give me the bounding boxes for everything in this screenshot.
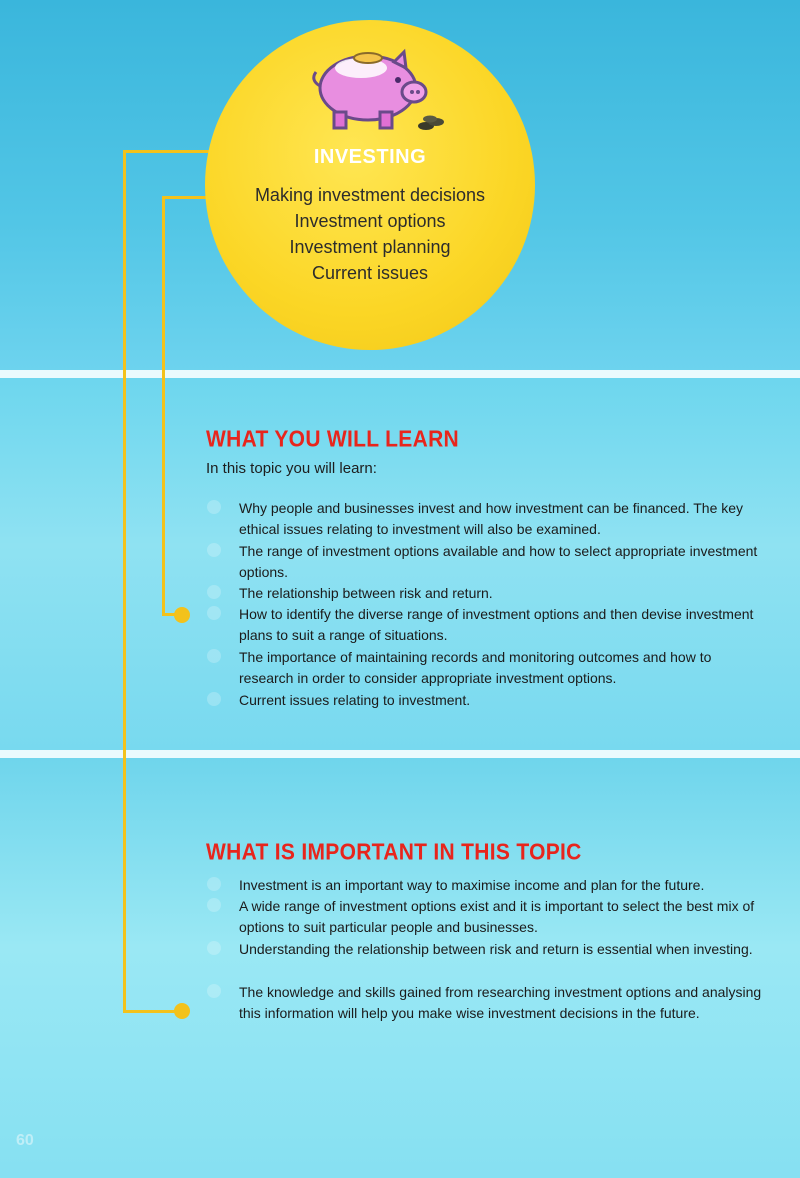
- divider-band: [0, 370, 800, 378]
- connector-outer-top: [123, 150, 213, 153]
- connector-inner-vertical: [162, 196, 165, 616]
- important-item: A wide range of investment options exist and it is important to select the best mix of options to suit particular people and businesses.: [239, 898, 755, 935]
- topic-item: Making investment decisions: [254, 185, 486, 205]
- learn-heading: WHAT YOU WILL LEARN: [206, 427, 460, 452]
- piggy-bank-icon: [314, 52, 426, 128]
- topic-item: Investment options: [294, 211, 446, 231]
- topic-title: INVESTING: [313, 146, 427, 168]
- topic-item: Current issues: [311, 263, 429, 283]
- bullet-icon: [207, 877, 221, 891]
- coins-icon: [416, 114, 446, 134]
- learn-item: The relationship between risk and return.: [239, 585, 493, 601]
- important-heading: WHAT IS IMPORTANT IN THIS TOPIC: [206, 840, 582, 865]
- connector-dot: [174, 607, 190, 623]
- connector-dot: [174, 1003, 190, 1019]
- bullet-icon: [207, 543, 221, 557]
- bullet-icon: [207, 941, 221, 955]
- page-number: 60: [16, 1132, 34, 1149]
- connector-outer-vertical: [123, 150, 126, 1012]
- bullet-icon: [207, 585, 221, 599]
- bullet-icon: [207, 984, 221, 998]
- bullet-icon: [207, 649, 221, 663]
- important-panel: [0, 758, 800, 1178]
- bullet-icon: [207, 500, 221, 514]
- bullet-icon: [207, 692, 221, 706]
- learn-item: Current issues relating to investment.: [239, 692, 471, 708]
- important-item: The knowledge and skills gained from researching investment options and analysing this information will help you make wise investment decisions in the future.: [239, 984, 762, 1021]
- learn-item: Why people and businesses invest and how investment can be financed. The key ethical issues relating to investment will also be examined.: [239, 500, 744, 537]
- learn-item: How to identify the diverse range of investment options and then devise investment plans to suit a range of situations.: [239, 606, 754, 643]
- bullet-icon: [207, 606, 221, 620]
- learn-intro: In this topic you will learn:: [206, 460, 377, 477]
- connector-inner-top: [162, 196, 208, 199]
- bullet-icon: [207, 898, 221, 912]
- important-item: Investment is an important way to maximise income and plan for the future.: [239, 877, 705, 893]
- learn-item: The range of investment options available and how to select appropriate investment options.: [239, 543, 758, 580]
- important-item: Understanding the relationship between risk and return is essential when investing.: [239, 941, 753, 957]
- connector-outer-bottom: [123, 1010, 181, 1013]
- divider-band: [0, 750, 800, 758]
- learn-item: The importance of maintaining records and monitoring outcomes and how to research in order to consider appropriate investment options.: [239, 649, 712, 686]
- topic-item: Investment planning: [289, 237, 451, 257]
